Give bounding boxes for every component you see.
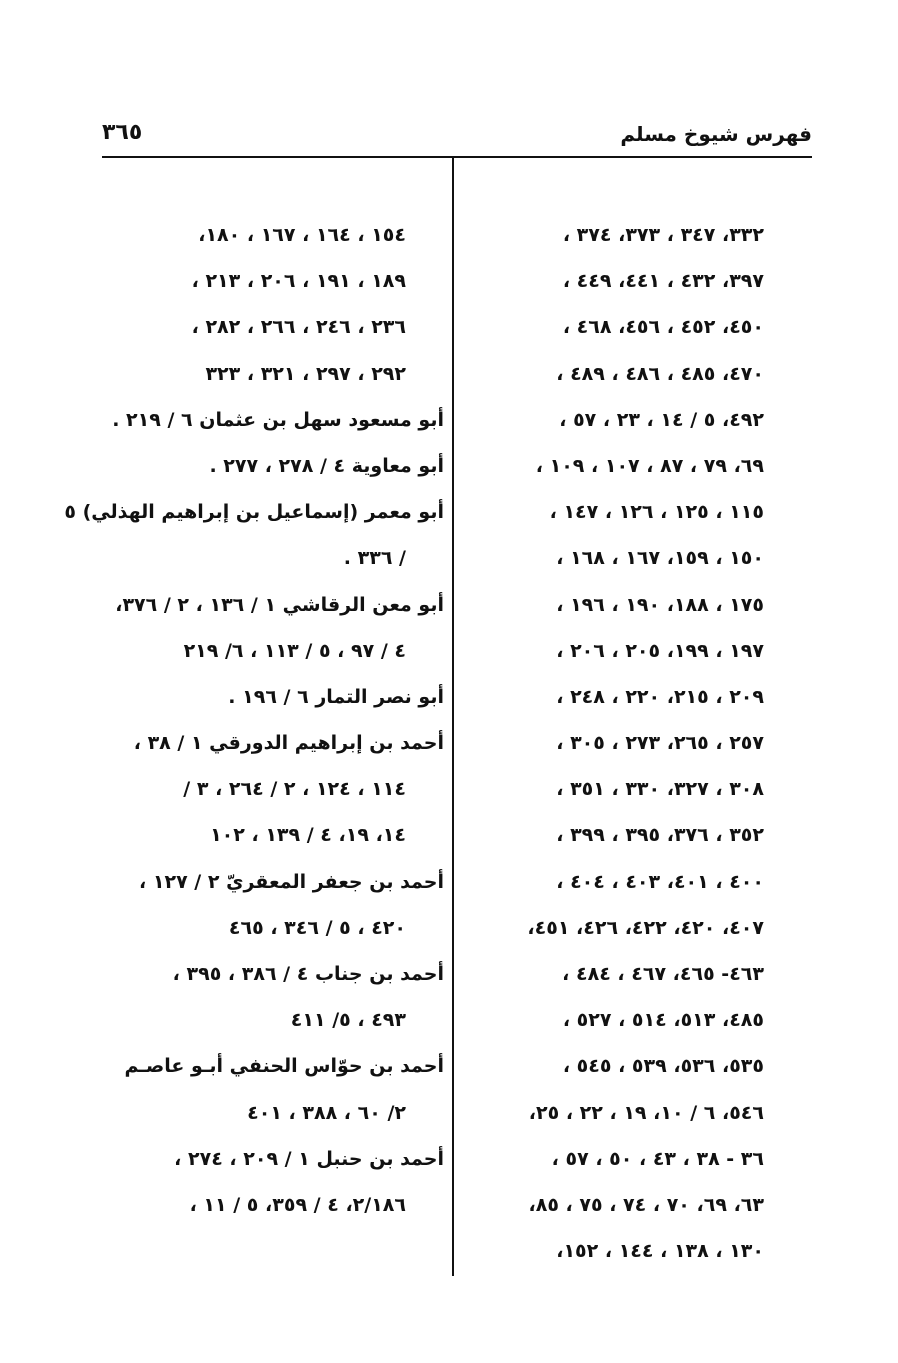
index-line: ٥٤٦، ٦ / ١٠، ١٩ ، ٢٢ ، ٢٥، [528,1101,764,1124]
index-line: ١٥٠ ، ١٥٩، ١٦٧ ، ١٦٨ ، [556,547,764,570]
index-line: ١٧٥ ، ١٨٨، ١٩٠ ، ١٩٦ ، [556,593,764,616]
index-continuation-line: / ٣٣٦ . [343,547,406,570]
index-entry-line: أبو نصر التمار ٦ / ١٩٦ . [228,685,444,708]
index-entry-line: أبو معمر (إسماعيل بن إبراهيم الهذلي) ٥ [64,501,444,524]
index-entry-line: أبو معاوية ٤ / ٢٧٨ ، ٢٧٧ . [209,454,444,477]
index-line: ٤٨٥، ٥١٣، ٥١٤ ، ٥٢٧ ، [562,1009,764,1032]
index-line: ٢٥٧ ، ٢٦٥، ٢٧٣ ، ٣٠٥ ، [556,732,764,755]
index-line: ٤٩٢، ٥ / ١٤ ، ٢٣ ، ٥٧ ، [559,408,764,431]
index-entry-line: أحمد بن حوّاس الحنفي أبـو عاصـم [124,1055,444,1078]
index-continuation-line: ٢/١٨٦، ٤ / ٣٥٩، ٥ / ١١ ، [189,1193,406,1216]
index-line: ٦٣، ٦٩، ٧٠ ، ٧٤ ، ٧٥ ، ٨٥، [528,1193,764,1216]
index-entry-line: أبو معن الرقاشي ١ / ١٣٦ ، ٢ / ٣٧٦، [115,593,444,616]
index-entry-line: أحمد بن جعفر المعقريّ ٢ / ١٢٧ ، [139,870,444,893]
right-column [468,212,764,1274]
page-number: ٣٦٥ [102,120,143,145]
index-line: ٤٠٧، ٤٢٠، ٤٢٢، ٤٢٦، ٤٥١، [527,916,764,939]
index-entry-line: أحمد بن إبراهيم الدورقي ١ / ٣٨ ، [133,732,444,755]
index-line: ٢٠٩ ، ٢١٥، ٢٢٠ ، ٢٤٨ ، [556,685,764,708]
index-continuation-line: ١١٤ ، ١٢٤ ، ٢ / ٢٦٤ ، ٣ / [183,778,406,801]
index-line: ٣٣٢، ٣٤٧ ، ٣٧٣، ٣٧٤ ، [562,224,764,246]
index-continuation-line: ٢/ ٦٠ ، ٣٨٨ ، ٤٠١ [247,1101,406,1124]
index-entry-line: أحمد بن حنبل ١ / ٢٠٩ ، ٢٧٤ ، [174,1147,444,1170]
index-line: ٣٩٧، ٤٣٢ ، ٤٤١، ٤٤٩ ، [562,270,764,293]
index-continuation-line: ٤٢٠ ، ٥ / ٣٤٦ ، ٤٦٥ [228,916,406,939]
index-line: ٤٥٠، ٤٥٢ ، ٤٥٦، ٤٦٨ ، [562,316,764,339]
index-line: ١٣٠ ، ١٣٨ ، ١٤٤ ، ١٥٢، [556,1240,764,1263]
index-continuation-line: ٢٣٦ ، ٢٤٦ ، ٢٦٦ ، ٢٨٢ ، [191,316,406,339]
index-line: ٦٩، ٧٩ ، ٨٧ ، ١٠٧ ، ١٠٩ ، [535,454,764,477]
index-line: ١٩٧ ، ١٩٩، ٢٠٥ ، ٢٠٦ ، [556,639,764,662]
index-continuation-line: ١٥٤ ، ١٦٤ ، ١٦٧ ، ١٨٠، [198,224,406,246]
index-continuation-line: ١٨٩ ، ١٩١ ، ٢٠٦ ، ٢١٣ ، [191,270,406,293]
header-rule [102,156,812,158]
index-entry-line: أحمد بن جناب ٤ / ٣٨٦ ، ٣٩٥ ، [172,963,444,985]
index-line: ٣٦ - ٣٨ ، ٤٣ ، ٥٠ ، ٥٧ ، [551,1147,764,1170]
index-line: ٣٥٢ ، ٣٧٦، ٣٩٥ ، ٣٩٩ ، [556,824,764,847]
index-continuation-line: ٢٩٢ ، ٢٩٧ ، ٣٢١ ، ٣٢٣ [205,362,406,385]
column-divider [452,158,454,1276]
index-line: ٤٠٠ ، ٤٠١، ٤٠٣ ، ٤٠٤ ، [556,870,764,893]
index-line: ٥٣٥، ٥٣٦، ٥٣٩ ، ٥٤٥ ، [562,1055,764,1078]
index-line: ١١٥ ، ١٢٥ ، ١٢٦ ، ١٤٧ ، [549,501,764,524]
page-header [102,118,812,154]
index-continuation-line: ٤٩٣ ، ٥/ ٤١١ [290,1009,406,1032]
index-line: ٤٦٣- ٤٦٥، ٤٦٧ ، ٤٨٤ ، [562,963,764,985]
index-continuation-line: ٤ / ٩٧ ، ٥ / ١١٣ ، ٦/ ٢١٩ [183,639,406,662]
index-continuation-line: ١٤، ١٩، ٤ / ١٣٩ ، ١٠٢ [210,824,406,847]
running-title: فهرس شيوخ مسلم [620,122,812,146]
index-line: ٣٠٨ ، ٣٢٧، ٣٣٠ ، ٣٥١ ، [556,778,764,801]
index-line: ٤٧٠، ٤٨٥ ، ٤٨٦ ، ٤٨٩ ، [556,362,764,385]
index-entry-line: أبو مسعود سهل بن عثمان ٦ / ٢١٩ . [112,408,444,431]
left-column [64,212,444,1228]
